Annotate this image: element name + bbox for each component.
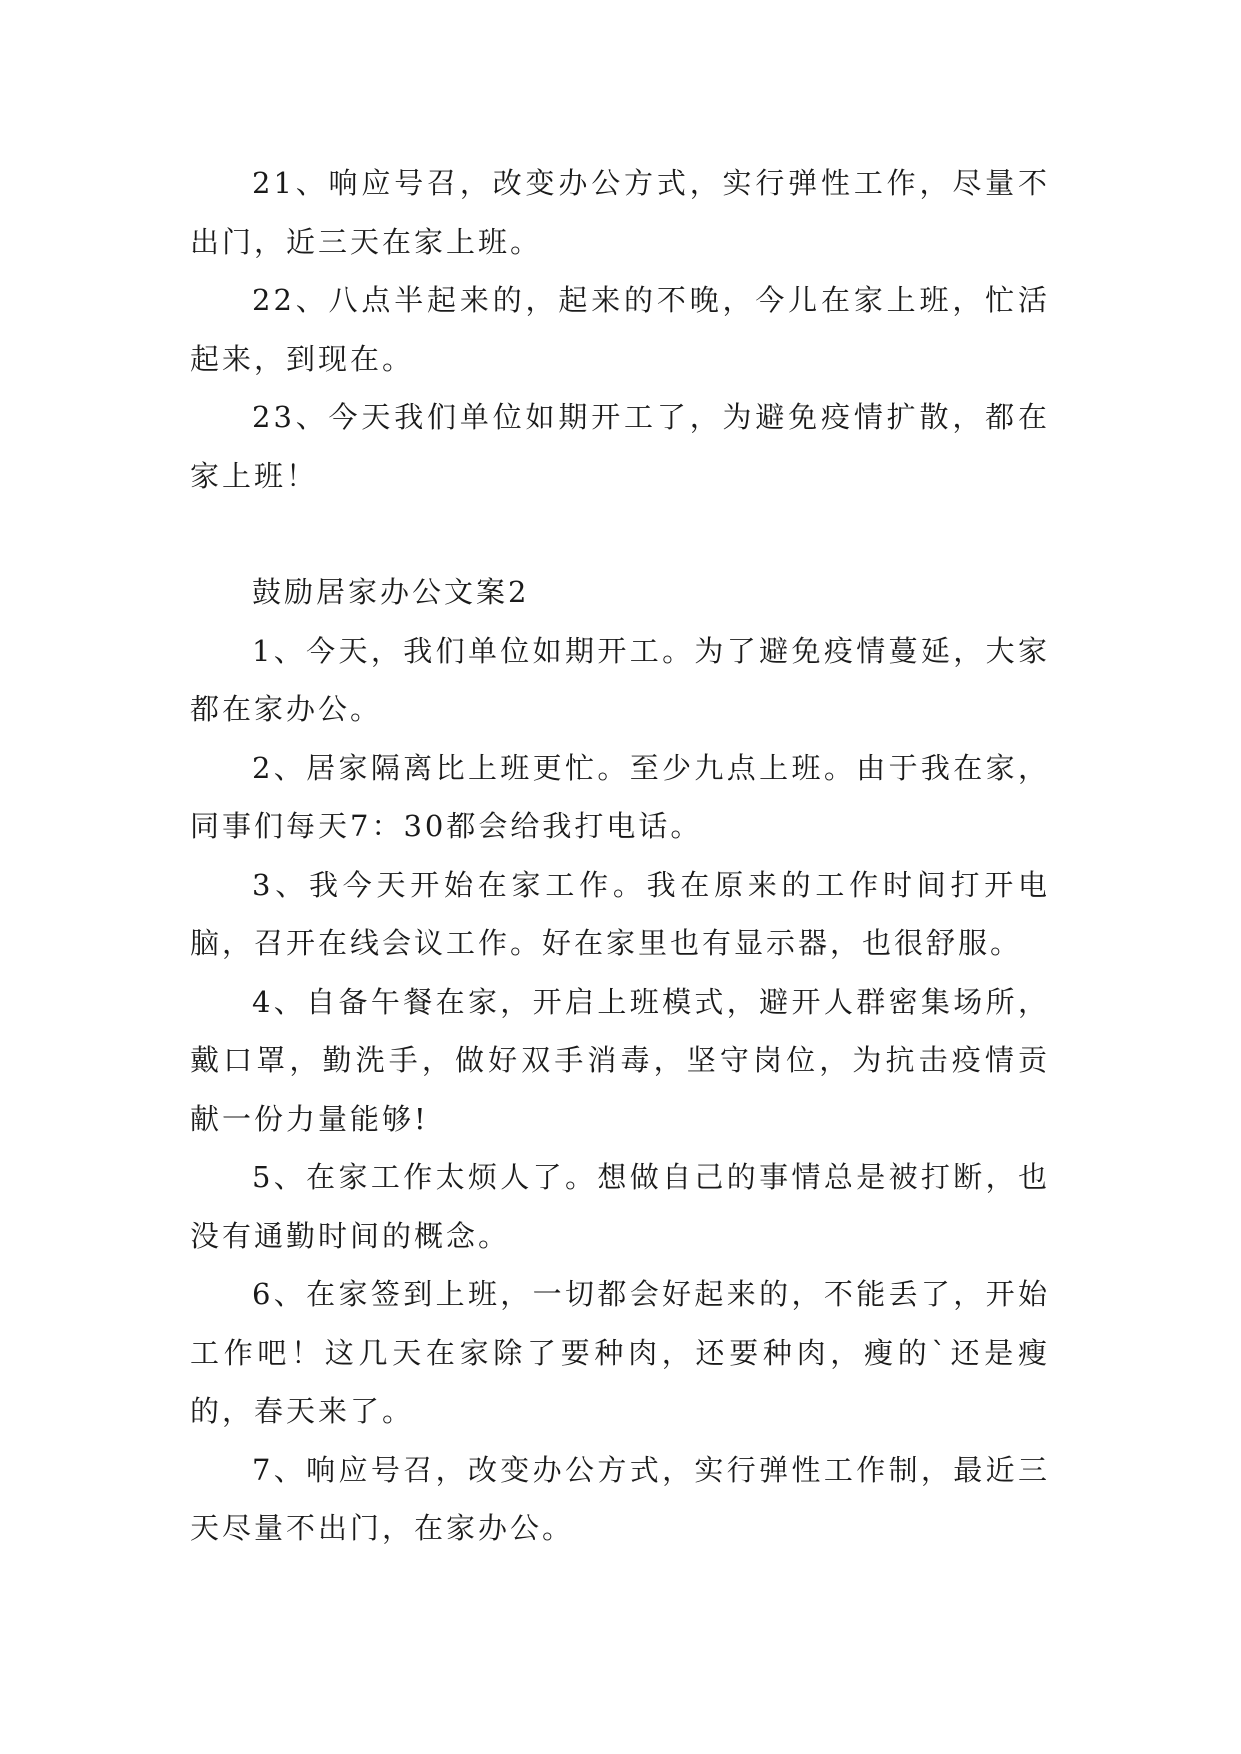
paragraph-23: 23、今天我们单位如期开工了，为避免疫情扩散，都在家上班！ — [190, 400, 1050, 493]
paragraph-7: 7、响应号召，改变办公方式，实行弹性工作制，最近三天尽量不出门，在家办公。 — [190, 1452, 1050, 1545]
paragraph-2: 2、居家隔离比上班更忙。至少九点上班。由于我在家，同事们每天7：30都会给我打电话。 — [190, 750, 1050, 843]
paragraph-5: 5、在家工作太烦人了。想做自己的事情总是被打断，也没有通勤时间的概念。 — [190, 1160, 1050, 1253]
paragraph-4: 4、自备午餐在家，开启上班模式，避开人群密集场所，戴口罩，勤洗手，做好双手消毒，坚守岗位，为抗击疫情贡献一份力量能够! — [190, 984, 1050, 1136]
paragraph-22: 22、八点半起来的，起来的不晚，今儿在家上班，忙活起来，到现在。 — [190, 283, 1050, 376]
paragraph-21: 21、响应号召，改变办公方式，实行弹性工作，尽量不出门，近三天在家上班。 — [190, 166, 1050, 259]
paragraph-6: 6、在家签到上班，一切都会好起来的，不能丢了，开始工作吧！这几天在家除了要种肉，还要种肉，瘦的`还是瘦的，春天来了。 — [190, 1277, 1050, 1428]
paragraph-3: 3、我今天开始在家工作。我在原来的工作时间打开电脑，召开在线会议工作。好在家里也有显示器，也很舒服。 — [190, 867, 1050, 960]
paragraph-1: 1、今天，我们单位如期开工。为了避免疫情蔓延，大家都在家办公。 — [190, 633, 1050, 726]
section-title: 鼓励居家办公文案2 — [252, 575, 530, 609]
document-body — [190, 154, 1050, 1558]
